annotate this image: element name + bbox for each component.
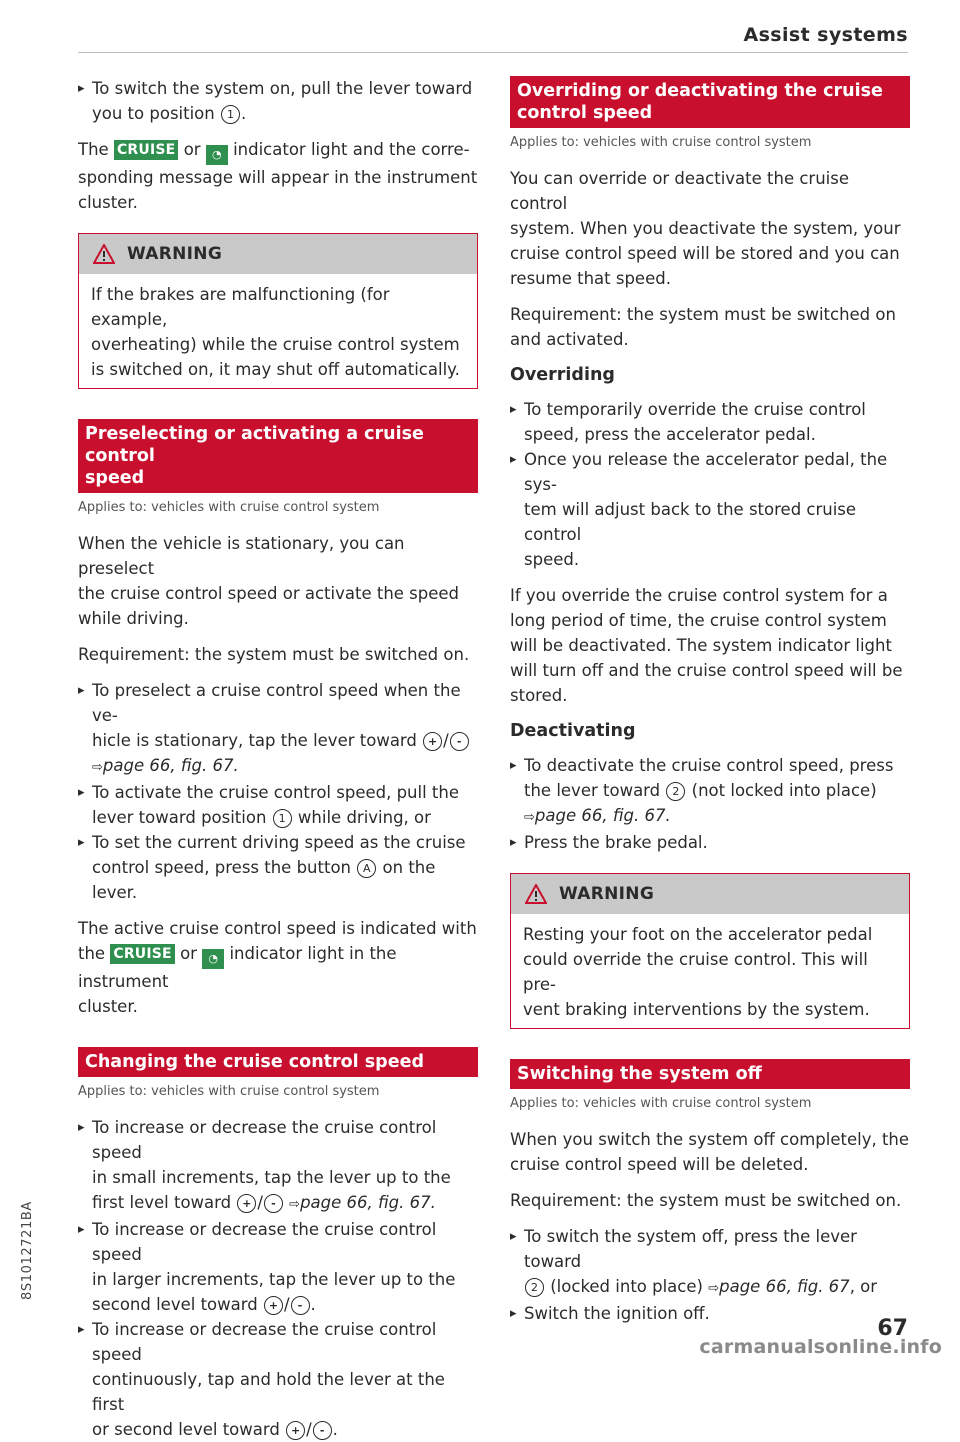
left-column bbox=[78, 76, 478, 1442]
paragraph: If you override the cruise control system for a long period of time, the cruise control system will be deactivated. The system indicator light will turn off and the cruise control speed will be stored. bbox=[510, 586, 903, 705]
page-reference-link[interactable]: page 66, fig. 67 bbox=[719, 1277, 850, 1296]
warning-triangle-icon bbox=[525, 884, 547, 904]
paragraph: When the vehicle is stationary, you can preselect the cruise control speed or activate the speed while driving. bbox=[78, 534, 460, 628]
requirement: Requirement: the system must be switched on. bbox=[78, 645, 470, 664]
speedometer-indicator-icon: ◔ bbox=[202, 949, 224, 969]
warning-triangle-icon bbox=[93, 244, 115, 264]
cruise-indicator-icon: CRUISE bbox=[110, 944, 174, 964]
applies-note: Applies to: vehicles with cruise control system bbox=[510, 135, 812, 150]
reference-arrow-icon: ⇨ bbox=[289, 1197, 301, 1212]
position-1-icon: 1 bbox=[273, 809, 292, 828]
bullet-brake: ▸ Press the brake pedal. bbox=[510, 830, 910, 855]
subheading-overriding: Overriding bbox=[510, 365, 615, 385]
page-reference-link[interactable]: page 66, fig. 67. bbox=[102, 756, 239, 775]
document-code: 8S1012721BA bbox=[20, 1201, 35, 1300]
warning-header bbox=[79, 234, 477, 274]
minus-icon: - bbox=[450, 732, 469, 751]
reference-arrow-icon: ⇨ bbox=[708, 1281, 720, 1296]
warning-text: If the brakes are malfunctioning (for example, overheating) while the cruise control system is switched on, it may shut off automatically. bbox=[91, 285, 460, 379]
minus-icon: - bbox=[264, 1194, 283, 1213]
paragraph-indicator: The CRUISE or ◔ indicator light and the corre- sponding message will appear in the instrument cluster. bbox=[78, 140, 478, 212]
warning-box bbox=[510, 873, 910, 1029]
section-heading-preselecting: Preselecting or activating a cruise control speed bbox=[78, 419, 478, 493]
bullet-release: ▸ Once you release the accelerator pedal, the sys- tem will adjust back to the stored cruise control speed. bbox=[510, 447, 910, 572]
applies-note: Applies to: vehicles with cruise control system bbox=[510, 1096, 812, 1111]
applies-note: Applies to: vehicles with cruise control system bbox=[78, 1084, 380, 1099]
plus-icon: + bbox=[264, 1296, 283, 1315]
button-a-icon: A bbox=[357, 859, 376, 878]
plus-icon: + bbox=[237, 1194, 256, 1213]
reference-arrow-icon: ⇨ bbox=[92, 760, 103, 775]
requirement: Requirement: the system must be switched on and activated. bbox=[510, 305, 896, 349]
paragraph-active-indicator: The active cruise control speed is indicated with the CRUISE or ◔ indicator light in the instrument cluster. bbox=[78, 919, 477, 1016]
applies-note: Applies to: vehicles with cruise control system bbox=[78, 500, 380, 515]
warning-title: WARNING bbox=[127, 244, 223, 264]
running-header: Assist systems bbox=[743, 24, 908, 46]
plus-icon: + bbox=[286, 1421, 305, 1440]
position-2-icon: 2 bbox=[666, 782, 685, 801]
speedometer-indicator-icon: ◔ bbox=[206, 145, 228, 165]
paragraph: You can override or deactivate the cruise control system. When you deactivate the system, your cruise control speed will be stored and you can resume that speed. bbox=[510, 169, 901, 288]
position-2-icon: 2 bbox=[525, 1278, 544, 1297]
paragraph: When you switch the system off completely, the cruise control speed will be deleted. bbox=[510, 1130, 910, 1174]
page-reference-link[interactable]: page 66, fig. 67. bbox=[534, 806, 671, 825]
bullet-override: ▸ To temporarily override the cruise control speed, press the accelerator pedal. bbox=[510, 397, 910, 447]
warning-text: Resting your foot on the accelerator pedal could override the cruise control. This will pre- vent braking interventions by the system. bbox=[523, 925, 873, 1019]
bullet-switch-off: ▸ To switch the system off, press the lever toward 2 (locked into place) ⇨page 66, fig. 67, or bbox=[510, 1224, 910, 1301]
subheading-deactivating: Deactivating bbox=[510, 721, 636, 741]
bullet-preselect: ▸ To preselect a cruise control speed when the ve- hicle is stationary, tap the lever toward + / - ⇨page 66, fig. 67. bbox=[78, 678, 478, 780]
bullet-larger-increments: ▸ To increase or decrease the cruise control speed in larger increments, tap the lever up to the second level toward + / - . bbox=[78, 1217, 478, 1317]
minus-icon: - bbox=[291, 1296, 310, 1315]
right-column bbox=[510, 76, 910, 1326]
bullet-deactivate: ▸ To deactivate the cruise control speed, press the lever toward 2 (not locked into place) ⇨page 66, fig. 67. bbox=[510, 753, 910, 830]
page-reference-link[interactable]: page 66, fig. 67. bbox=[300, 1193, 436, 1212]
bullet-small-increments: ▸ To increase or decrease the cruise control speed in small increments, tap the lever up to the first level toward + / - ⇨page 66, fig. 67. bbox=[78, 1115, 478, 1217]
bullet-set-speed: ▸ To set the current driving speed as the cruise control speed, press the button A on the lever. bbox=[78, 830, 478, 905]
bullet-continuous: ▸ To increase or decrease the cruise control speed continuously, tap and hold the lever at the first or second level toward + / - . bbox=[78, 1317, 478, 1442]
warning-header bbox=[511, 874, 909, 914]
minus-icon: - bbox=[313, 1421, 332, 1440]
bullet-ignition: ▸ Switch the ignition off. bbox=[510, 1301, 910, 1326]
section-heading-overriding: Overriding or deactivating the cruise control speed bbox=[510, 76, 910, 128]
bullet-activate: ▸ To activate the cruise control speed, pull the lever toward position 1 while driving, or bbox=[78, 780, 478, 830]
section-heading-changing: Changing the cruise control speed bbox=[78, 1047, 478, 1077]
cruise-indicator-icon: CRUISE bbox=[114, 140, 178, 160]
section-heading-switching-off: Switching the system off bbox=[510, 1059, 910, 1089]
page-number: 67 bbox=[877, 1316, 908, 1341]
position-1-icon: 1 bbox=[221, 105, 240, 124]
reference-arrow-icon: ⇨ bbox=[524, 810, 535, 825]
warning-box bbox=[78, 233, 478, 389]
requirement: Requirement: the system must be switched on. bbox=[510, 1191, 902, 1210]
warning-title: WARNING bbox=[559, 884, 655, 904]
plus-icon: + bbox=[423, 732, 442, 751]
bullet-switch-on: ▸ To switch the system on, pull the lever toward you to position 1 . bbox=[78, 76, 478, 126]
header-rule bbox=[78, 52, 908, 53]
watermark: carmanualsonline.info bbox=[699, 1336, 942, 1358]
